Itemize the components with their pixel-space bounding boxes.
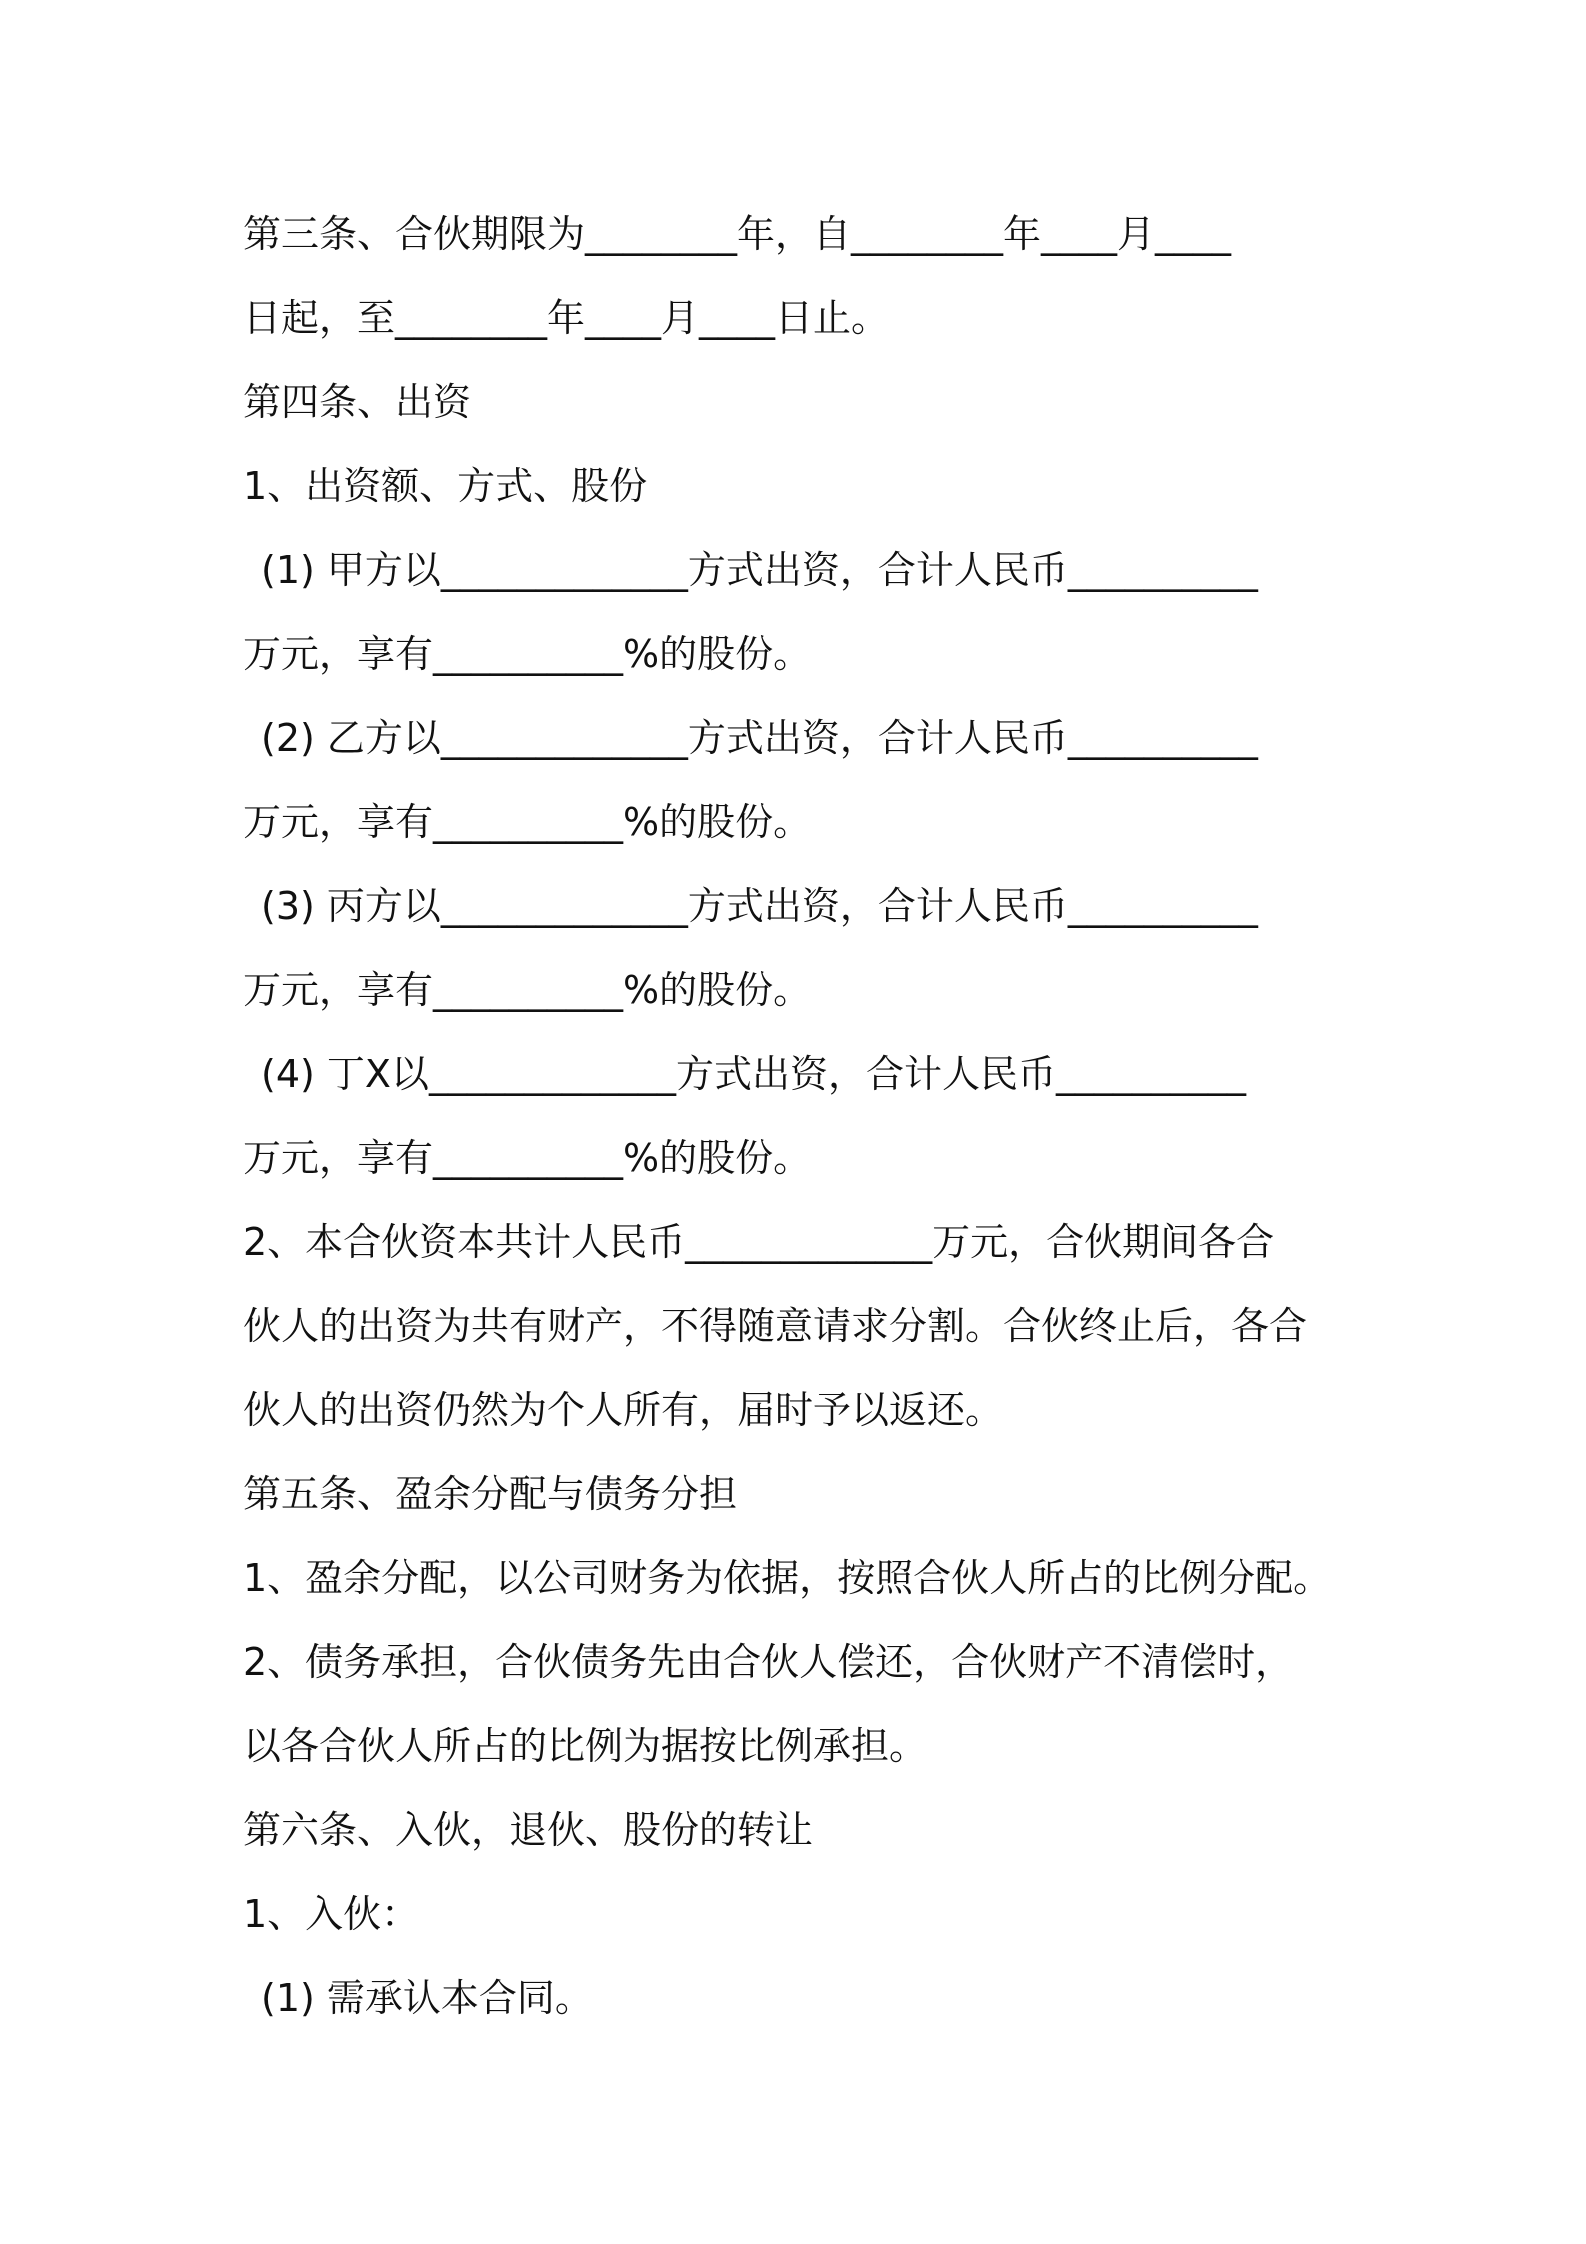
party-c-contribution-line-1: (3) 丙方以_____________方式出资，合计人民币__________	[261, 884, 1258, 928]
article-3-term-line-1: 第三条、合伙期限为________年，自________年____月____	[243, 212, 1232, 256]
article-5-heading: 第五条、盈余分配与债务分担	[243, 1472, 738, 1516]
article-4-heading: 第四条、出资	[243, 380, 472, 424]
article-3-term-line-2: 日起，至________年____月____日止。	[243, 296, 890, 340]
profit-distribution-clause: 1、盈余分配，以公司财务为依据，按照合伙人所占的比例分配。	[243, 1556, 1332, 1600]
admission-item-1: (1) 需承认本合同。	[261, 1976, 593, 2020]
party-d-contribution-line-1: (4) 丁X以_____________方式出资，合计人民币__________	[261, 1052, 1246, 1096]
party-d-contribution-line-2: 万元，享有__________%的股份。	[243, 1136, 812, 1180]
debt-clause-line-1: 2、债务承担，合伙债务先由合伙人偿还，合伙财产不清偿时，	[243, 1640, 1294, 1684]
party-a-contribution-line-1: (1) 甲方以_____________方式出资，合计人民币__________	[261, 548, 1258, 592]
party-b-contribution-line-1: (2) 乙方以_____________方式出资，合计人民币__________	[261, 716, 1258, 760]
total-capital-line-1: 2、本合伙资本共计人民币_____________万元，合伙期间各合	[243, 1220, 1275, 1264]
total-capital-line-2: 伙人的出资为共有财产，不得随意请求分割。合伙终止后，各合	[243, 1304, 1308, 1348]
debt-clause-line-2: 以各合伙人所占的比例为据按比例承担。	[243, 1724, 928, 1768]
party-c-contribution-line-2: 万元，享有__________%的股份。	[243, 968, 812, 1012]
contribution-subheading: 1、出资额、方式、股份	[243, 464, 648, 508]
party-a-contribution-line-2: 万元，享有__________%的股份。	[243, 632, 812, 676]
total-capital-line-3: 伙人的出资仍然为个人所有，届时予以返还。	[243, 1388, 1004, 1432]
admission-subheading: 1、入伙：	[243, 1892, 420, 1936]
document-body	[243, 192, 1383, 2040]
party-b-contribution-line-2: 万元，享有__________%的股份。	[243, 800, 812, 844]
article-6-heading: 第六条、入伙，退伙、股份的转让	[243, 1808, 814, 1852]
